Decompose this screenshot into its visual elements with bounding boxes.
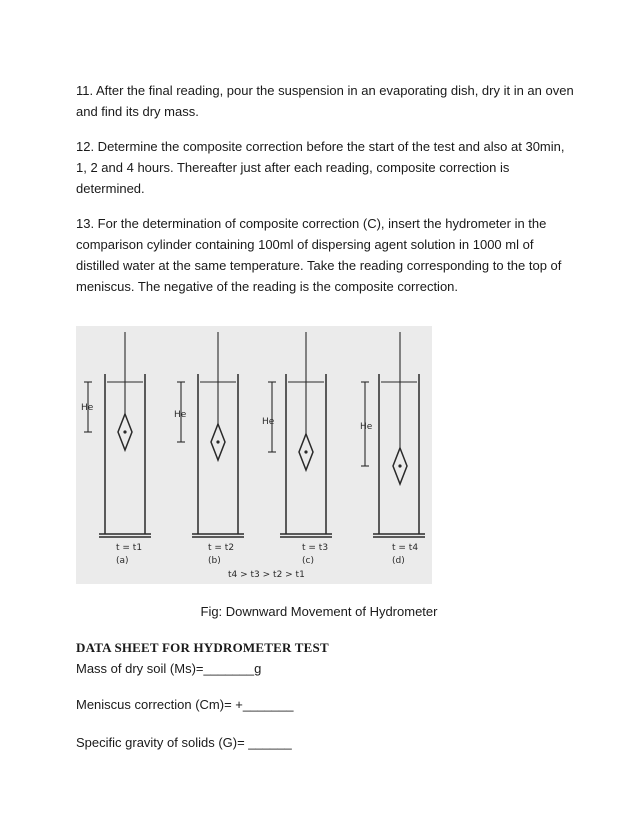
he-label-c: He bbox=[262, 417, 275, 427]
paragraph-step-12: 12. Determine the composite correction before the start of the test and also at 30min, 1, 2 and 4 hours. Thereafter just after each reading, composite correction is determined. bbox=[76, 139, 565, 196]
time-label-d: t = t4 bbox=[392, 543, 419, 553]
cylinder-d bbox=[360, 332, 425, 566]
figure-caption: Fig: Downward Movement of Hydrometer bbox=[200, 604, 438, 619]
time-label-c: t = t3 bbox=[302, 543, 329, 553]
he-label-a: He bbox=[81, 403, 94, 413]
datasheet-title: DATA SHEET FOR HYDROMETER TEST bbox=[76, 640, 329, 655]
cylinder-c bbox=[262, 332, 332, 566]
hydrometer-diagram bbox=[76, 326, 432, 584]
cylinder-label-b: (b) bbox=[208, 556, 221, 566]
paragraph-step-13: 13. For the determination of composite correction (C), insert the hydrometer in the comparison cylinder containing 100ml of dispersing agent solution in 1000 ml of distilled water at the same temperature. Take the reading corresponding to the top of meniscus. The negative of the reading is the composite correction. bbox=[76, 216, 562, 294]
cylinder-label-c: (c) bbox=[302, 556, 314, 566]
specific-gravity-field: Specific gravity of solids (G)= ______ bbox=[76, 735, 292, 750]
time-label-a: t = t1 bbox=[116, 543, 143, 553]
paragraph-step-11: 11. After the final reading, pour the suspension in an evaporating dish, dry it in an oven and find its dry mass. bbox=[76, 83, 574, 119]
he-label-b: He bbox=[174, 410, 187, 420]
meniscus-correction-field: Meniscus correction (Cm)= +_______ bbox=[76, 697, 294, 712]
time-label-b: t = t2 bbox=[208, 543, 235, 553]
mass-dry-soil-field: Mass of dry soil (Ms)=_______g bbox=[76, 661, 262, 676]
he-label-d: He bbox=[360, 422, 373, 432]
time-relation: t4 > t3 > t2 > t1 bbox=[228, 570, 305, 580]
cylinder-b bbox=[174, 332, 244, 566]
cylinder-label-d: (d) bbox=[392, 556, 405, 566]
cylinder-a bbox=[81, 332, 151, 566]
cylinder-label-a: (a) bbox=[116, 556, 129, 566]
hydrometer-figure bbox=[76, 326, 432, 584]
